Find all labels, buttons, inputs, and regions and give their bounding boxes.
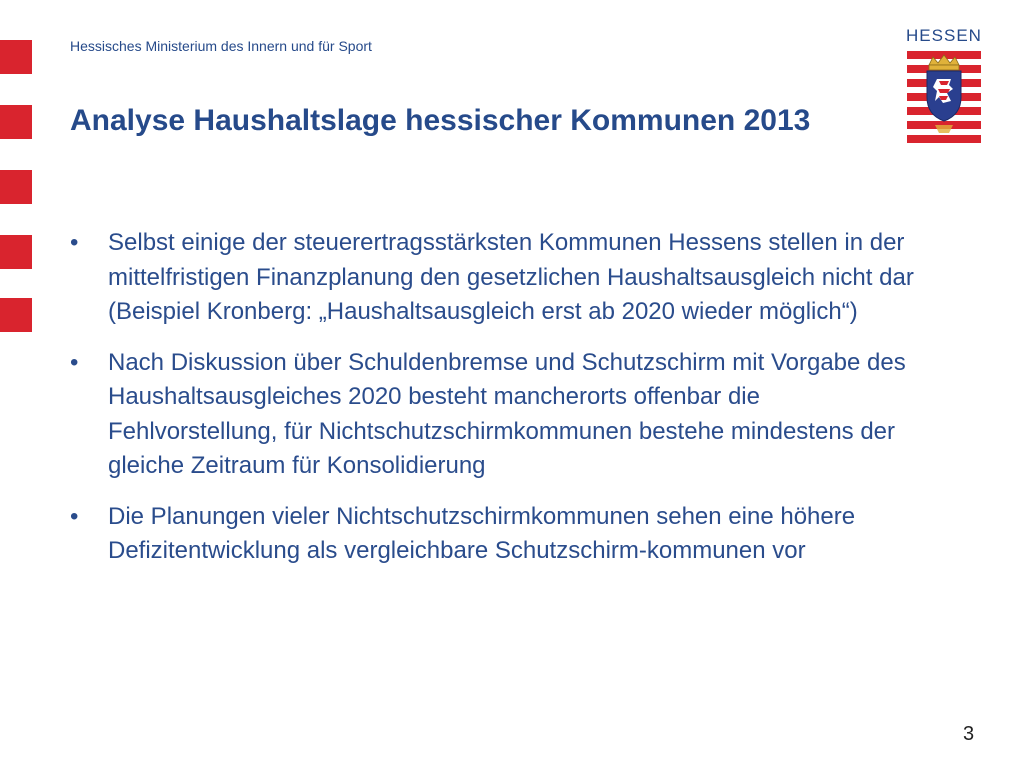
decorative-bar-4 <box>0 235 32 269</box>
logo-text: HESSEN <box>906 26 982 45</box>
hessen-logo <box>904 26 984 126</box>
bullet-text-1: Selbst einige der steuerertragsstärksten Kommunen Hessens stellen in der mittelfristigen Finanzplanung den gesetzlichen Haushaltsausgleich nicht dar (Beispiel Kronberg: „Haushaltsausgleich erst ab 2020 wieder möglich“) <box>108 229 914 325</box>
decorative-bar-1 <box>0 40 32 74</box>
bullet-item-1 <box>70 226 920 330</box>
decorative-bar-5 <box>0 298 32 332</box>
slide-title: Analyse Haushaltslage hessischer Kommunen 2013 <box>70 104 811 137</box>
bullet-text-2: Nach Diskussion über Schuldenbremse und Schutzschirm mit Vorgabe des Haushaltsausgleiches 2020 besteht mancherorts offenbar die Fehlvorstellung, für Nichtschutzschirmkommunen bestehe mindestens der gleiche Zeitraum für Konsolidierung <box>108 348 906 479</box>
bullet-item-3 <box>70 500 920 569</box>
page-number: 3 <box>963 723 975 745</box>
decorative-bar-2 <box>0 105 32 139</box>
bullet-item-2 <box>70 346 920 484</box>
bullet-dot: • <box>70 502 79 530</box>
bullet-text-3: Die Planungen vieler Nichtschutzschirmkommunen sehen eine höhere Defizitentwicklung als vergleichbare Schutzschirm-kommunen vor <box>108 502 856 564</box>
bullet-dot: • <box>70 229 79 256</box>
bullet-dot: • <box>70 348 79 376</box>
decorative-bar-3 <box>0 170 32 204</box>
ministry-header: Hessisches Ministerium des Innern und für Sport <box>70 38 372 54</box>
bullet-list <box>70 226 920 585</box>
hessen-coat-of-arms-icon <box>907 51 981 151</box>
